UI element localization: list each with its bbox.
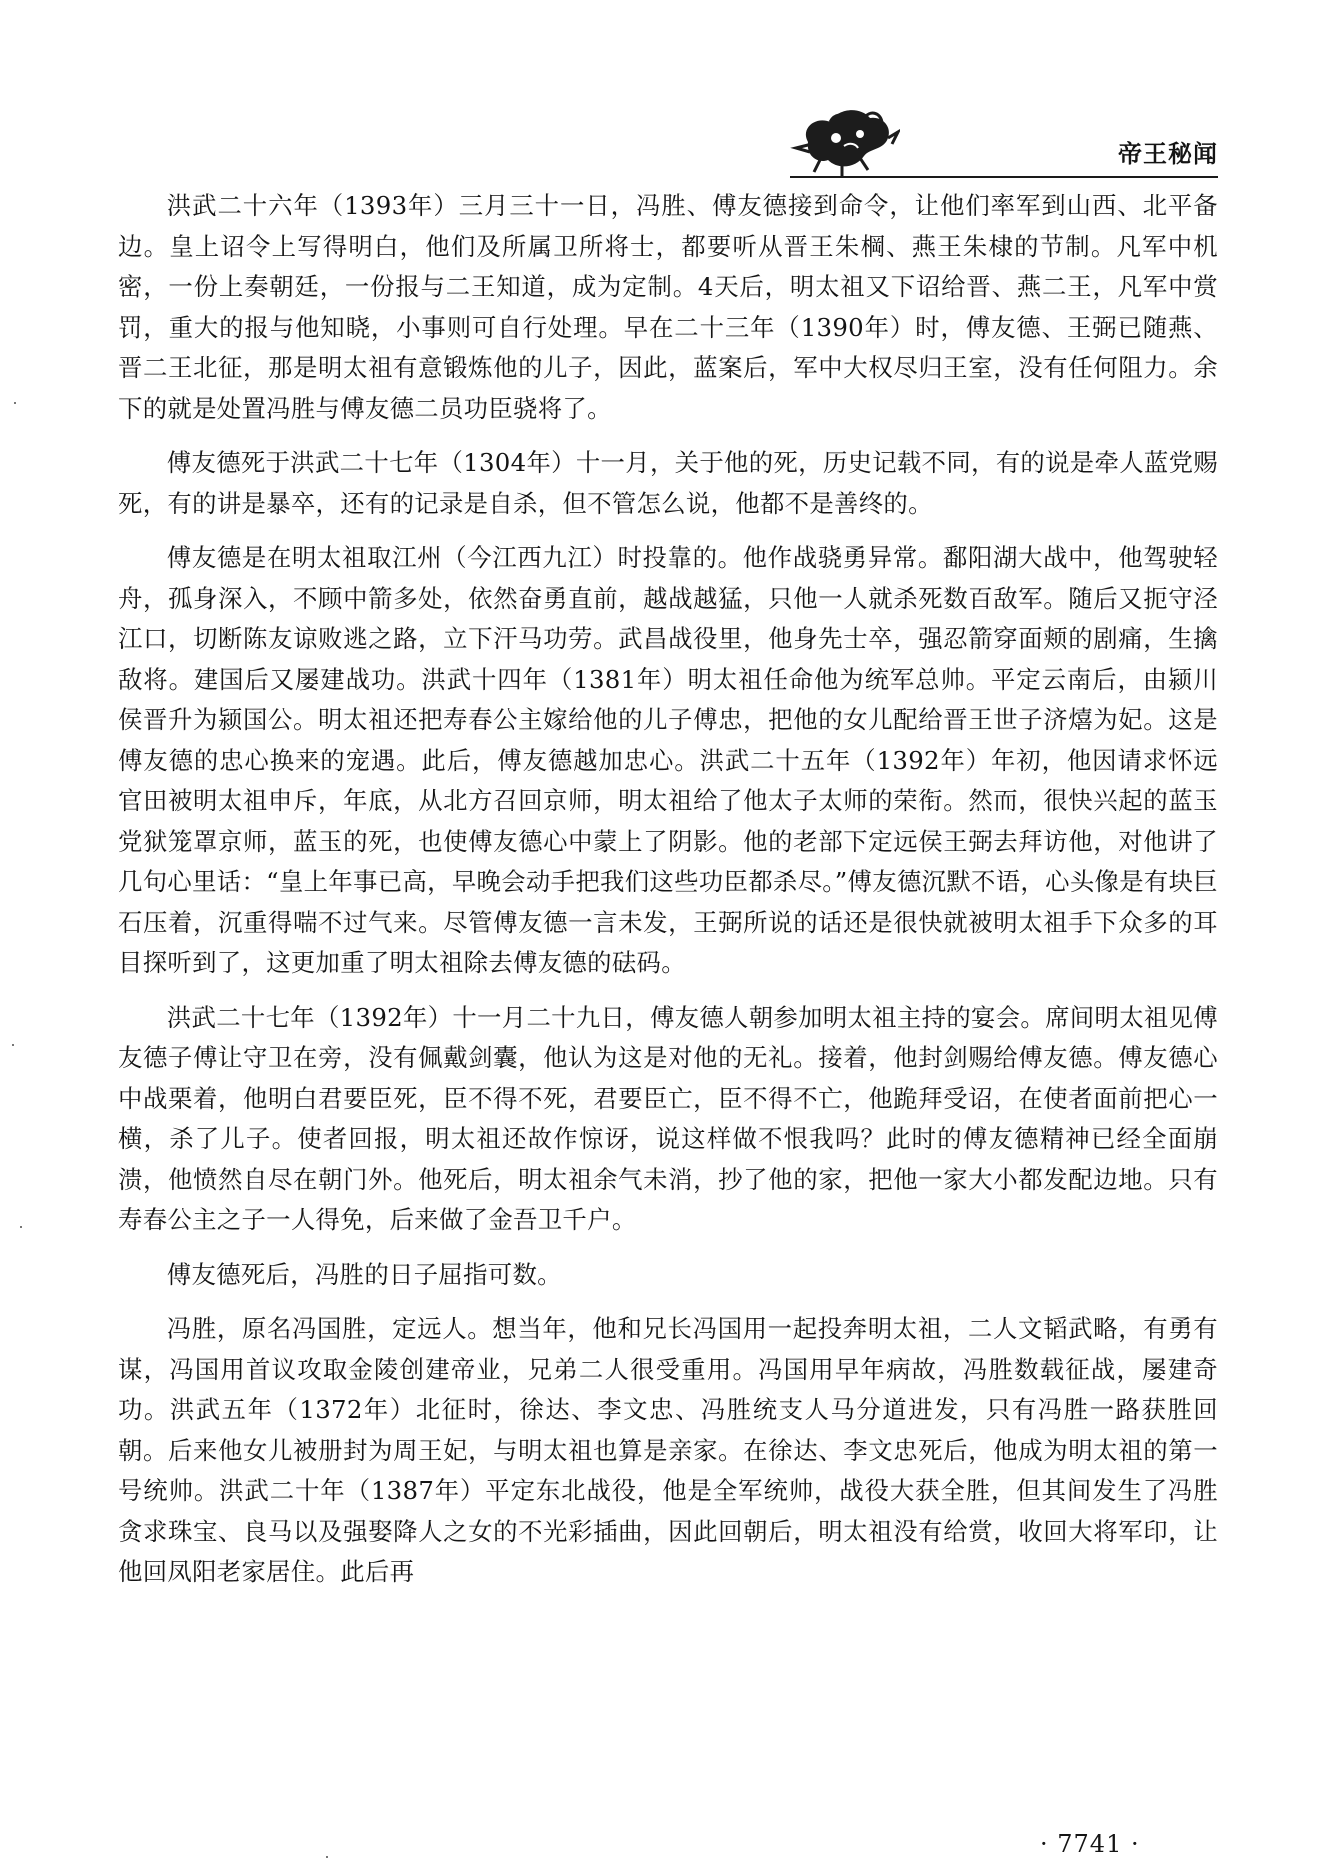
scan-speck bbox=[326, 1856, 328, 1858]
paragraph: 洪武二十七年（1392年）十一月二十九日，傅友德人朝参加明太祖主持的宴会。席间明太祖见傅友德子傅让守卫在旁，没有佩戴剑囊，他认为这是对他的无礼。接着，他封剑赐给傅友德。傅友德心中战栗着，他明白君要臣死，臣不得不死，君要臣亡，臣不得不亡，他跪拜受诏，在使者面前把心一横，杀了儿子。使者回报，明太祖还故作惊讶，说这样做不恨我吗？此时的傅友德精神已经全面崩溃，他愤然自尽在朝门外。他死后，明太祖余气未消，抄了他的家，把他一家大小都发配边地。只有寿春公主之子一人得免，后来做了金吾卫千户。 bbox=[118, 1002, 1218, 1234]
header-rule bbox=[790, 176, 1218, 178]
paragraph: 洪武二十六年（1393年）三月三十一日，冯胜、傅友德接到命令，让他们率军到山西、北平备边。皇上诏令上写得明白，他们及所属卫所将士，都要听从晋王朱棡、燕王朱棣的节制。凡军中机密，一份上奏朝廷，一份报与二王知道，成为定制。4天后，明太祖又下诏给晋、燕二王，凡军中赏罚，重大的报与他知晓，小事则可自行处理。早在二十三年（1390年）时，傅友德、王弼已随燕、晋二王北征，那是明太祖有意锻炼他的儿子，因此，蓝案后，军中大权尽归王室，没有任何阻力。余下的就是处置冯胜与傅友德二员功臣骁将了。 bbox=[118, 191, 1218, 423]
scan-speck bbox=[20, 1226, 22, 1228]
page-number: · 7741 · bbox=[1040, 1830, 1140, 1858]
body-text bbox=[118, 186, 1218, 1607]
paragraph: 傅友德是在明太祖取江州（今江西九江）时投靠的。他作战骁勇异常。鄱阳湖大战中，他驾驶轻舟，孤身深入，不顾中箭多处，依然奋勇直前，越战越猛，只他一人就杀死数百敌军。随后又扼守泾江口，切断陈友谅败逃之路，立下汗马功劳。武昌战役里，他身先士卒，强忍箭穿面颊的剧痛，生擒敌将。建国后又屡建战功。洪武十四年（1381年）明太祖任命他为统军总帅。平定云南后，由颍川侯晋升为颍国公。明太祖还把寿春公主嫁给他的儿子傅忠，把他的女儿配给晋王世子济熺为妃。这是傅友德的忠心换来的宠遇。此后，傅友德越加忠心。洪武二十五年（1392年）年初，他因请求怀远官田被明太祖申斥，年底，从北方召回京师，明太祖给了他太子太师的荣衔。然而，很快兴起的蓝玉党狱笼罩京师，蓝玉的死，也使傅友德心中蒙上了阴影。他的老部下定远侯王弼去拜访他，对他讲了几句心里话：“皇上年事已高，早晚会动手把我们这些功臣都杀尽。”傅友德沉默不语，心头像是有块巨石压着，沉重得喘不过气来。尽管傅友德一言未发，王弼所说的话还是很快就被明太祖手下众多的耳目探听到了，这更加重了明太祖除去傅友德的砝码。 bbox=[118, 543, 1218, 977]
running-header bbox=[790, 98, 1218, 178]
book-title: 帝王秘闻 bbox=[1118, 140, 1218, 168]
scan-speck bbox=[14, 402, 16, 404]
dragon-emblem-icon bbox=[790, 98, 900, 178]
paragraph: 傅友德死后，冯胜的日子屈指可数。 bbox=[166, 1259, 562, 1289]
paragraph: 冯胜，原名冯国胜，定远人。想当年，他和兄长冯国用一起投奔明太祖，二人文韬武略，有勇有谋，冯国用首议攻取金陵创建帝业，兄弟二人很受重用。冯国用早年病故，冯胜数载征战，屡建奇功。洪武五年（1372年）北征时，徐达、李文忠、冯胜统支人马分道进发，只有冯胜一路获胜回朝。后来他女儿被册封为周王妃，与明太祖也算是亲家。在徐达、李文忠死后，他成为明太祖的第一号统帅。洪武二十年（1387年）平定东北战役，他是全军统帅，战役大获全胜，但其间发生了冯胜贪求珠宝、良马以及强娶降人之女的不光彩插曲，因此回朝后，明太祖没有给赏，收回大将军印，让他回凤阳老家居住。此后再 bbox=[118, 1314, 1218, 1586]
scan-speck bbox=[12, 1044, 14, 1046]
paragraph: 傅友德死于洪武二十七年（1304年）十一月，关于他的死，历史记载不同，有的说是牵人蓝党赐死，有的讲是暴卒，还有的记录是自杀，但不管怎么说，他都不是善终的。 bbox=[118, 448, 1218, 518]
